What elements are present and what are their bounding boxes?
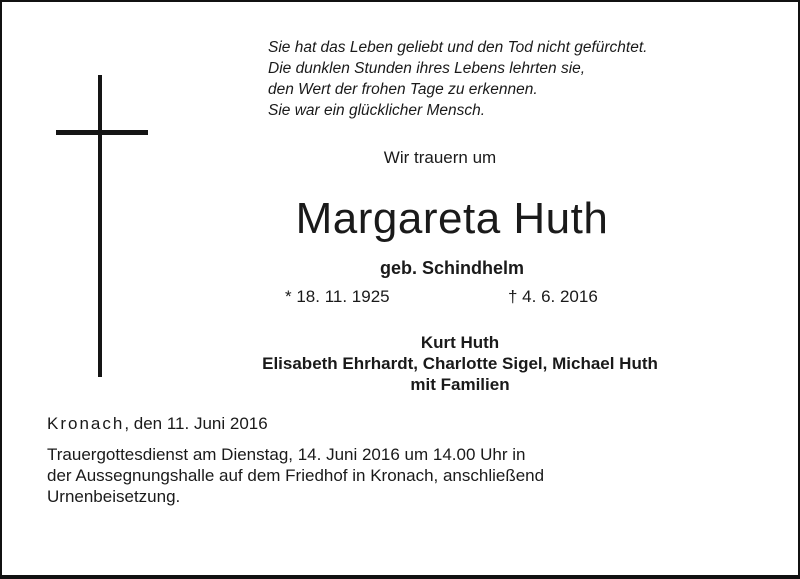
poem-line: Die dunklen Stunden ihres Lebens lehrten sie,	[268, 60, 586, 77]
mourner-line: mit Familien	[410, 375, 510, 394]
mourner-line: Kurt Huth	[420, 333, 500, 352]
maiden-name: geb. Schindhelm	[379, 258, 525, 278]
death-date: † 4. 6. 2016	[508, 287, 598, 306]
mourn-text: Wir trauern um	[383, 148, 497, 167]
service-line: Trauergottesdienst am Dienstag, 14. Juni 2016 um 14.00 Uhr in	[47, 445, 526, 464]
service-line: der Aussegnungshalle auf dem Friedhof in Kronach, anschließend	[47, 466, 545, 485]
poem-line: Sie war ein glücklicher Mensch.	[268, 102, 486, 119]
deceased-name: Margareta Huth	[295, 194, 609, 243]
place-town: Kronach	[47, 414, 125, 433]
place-date	[47, 414, 268, 434]
mourners	[0, 332, 800, 395]
mourner-line: Elisabeth Ehrhardt, Charlotte Sigel, Michael Huth	[262, 354, 658, 373]
poem-line: Sie hat das Leben geliebt und den Tod nicht gefürchtet.	[268, 39, 648, 56]
poem-line: den Wert der frohen Tage zu erkennen.	[268, 81, 538, 98]
service-info	[47, 444, 544, 507]
cross-horizontal-bar	[56, 130, 148, 135]
service-line: Urnenbeisetzung.	[47, 487, 181, 506]
birth-date: * 18. 11. 1925	[285, 287, 390, 306]
poem	[268, 37, 647, 121]
place-date-text: , den 11. Juni 2016	[124, 414, 268, 433]
